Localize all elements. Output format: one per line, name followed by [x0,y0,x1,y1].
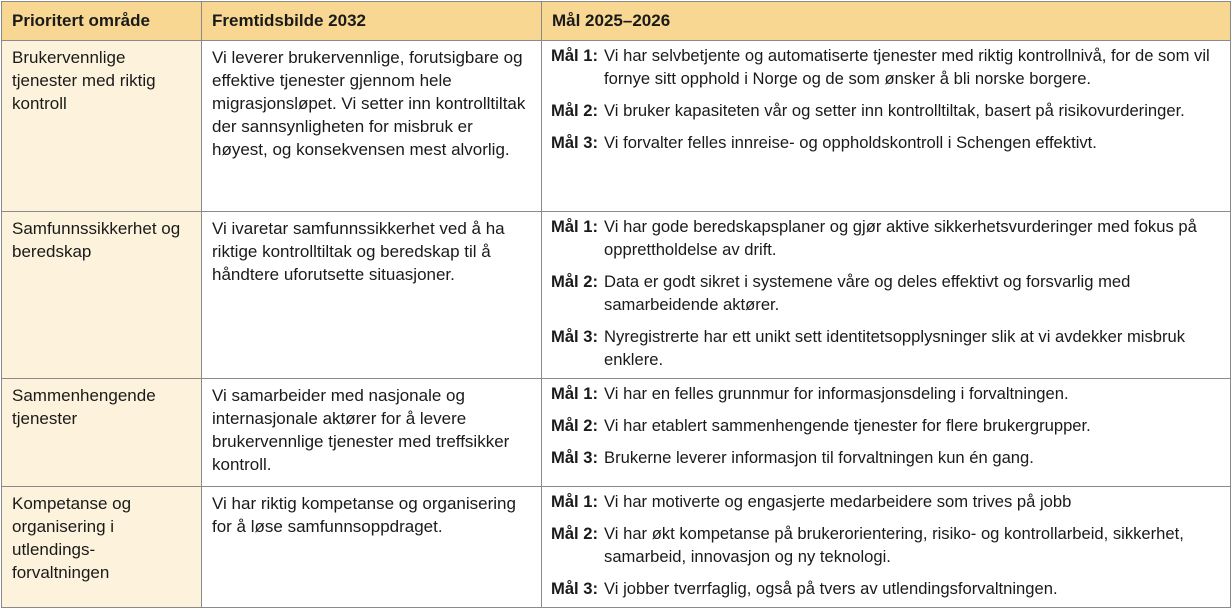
goal-text: Vi bruker kapasiteten vår og setter inn kontrolltiltak, basert på risikovurderinger. [604,101,1185,120]
goal-text: Brukerne leverer informasjon til forvaltningen kun én gang. [604,448,1034,467]
header-goals: Mål 2025–2026 [542,2,1231,41]
goal-item [551,382,1222,405]
area-cell: Brukervennlige tjenester med riktig kontroll [2,41,202,212]
header-area: Prioritert område [2,2,202,41]
goal-label: Mål 3: [551,133,599,152]
goal-label: Mål 3: [551,579,599,598]
area-cell: Kompetanse og organisering i utlendings-forvaltningen [2,487,202,608]
goal-label: Mål 2: [551,101,599,120]
goal-item [551,131,1222,154]
goal-text: Vi har motiverte og engasjerte medarbeidere som trives på jobb [604,492,1072,511]
goal-label: Mål 3: [551,448,599,467]
goal-label: Mål 1: [551,217,599,236]
area-cell: Samfunnssikkerhet og beredskap [2,212,202,379]
goal-item [551,490,1222,513]
vision-cell: Vi samarbeider med nasjonale og internasjonale aktører for å levere brukervennlige tjenester med treffsikker kontroll. [202,379,542,487]
priority-goals-table [1,1,1231,608]
vision-cell: Vi har riktig kompetanse og organisering for å løse samfunnsoppdraget. [202,487,542,608]
goal-text: Vi jobber tverrfaglig, også på tvers av utlendingsforvaltningen. [604,579,1058,598]
goal-item [551,414,1222,437]
goal-item [551,270,1222,316]
goals-cell [542,379,1231,487]
goal-text: Vi har økt kompetanse på brukerorientering, risiko- og kontrollarbeid, sikkerhet, samarbeid, innovasjon og ny teknologi. [604,524,1184,566]
area-cell: Sammenhengende tjenester [2,379,202,487]
header-row [2,2,1231,41]
goal-item [551,44,1222,90]
goal-text: Vi har en felles grunnmur for informasjonsdeling i forvaltningen. [604,384,1069,403]
vision-cell: Vi leverer brukervennlige, forutsigbare og effektive tjenester gjennom hele migrasjonsløpet. Vi setter inn kontrolltiltak der sannsynligheten for misbruk er høyest, og konsekvensen mest alvorlig. [202,41,542,212]
goal-label: Mål 2: [551,416,599,435]
goal-label: Mål 3: [551,327,599,346]
goal-item [551,522,1222,568]
goal-label: Mål 1: [551,492,599,511]
goal-text: Nyregistrerte har ett unikt sett identitetsopplysninger slik at vi avdekker misbruk enklere. [604,327,1186,369]
goal-text: Vi har selvbetjente og automatiserte tjenester med riktig kontrollnivå, for de som vil fornye sitt opphold i Norge og de som ønsker å bli norske borgere. [604,46,1210,88]
goal-item [551,325,1222,371]
goal-label: Mål 2: [551,272,599,291]
table-row [2,212,1231,379]
goal-item [551,446,1222,469]
goal-label: Mål 1: [551,384,599,403]
vision-cell: Vi ivaretar samfunnssikkerhet ved å ha riktige kontrolltiltak og beredskap til å håndtere uforutsette situasjoner. [202,212,542,379]
goals-cell [542,212,1231,379]
goals-cell [542,41,1231,212]
goal-item [551,577,1222,600]
table-row [2,379,1231,487]
goal-label: Mål 2: [551,524,599,543]
goal-text: Vi har etablert sammenhengende tjenester for flere brukergrupper. [604,416,1091,435]
goal-text: Data er godt sikret i systemene våre og deles effektivt og forsvarlig med samarbeidende aktører. [604,272,1131,314]
goal-text: Vi forvalter felles innreise- og oppholdskontroll i Schengen effektivt. [604,133,1097,152]
goal-item [551,215,1222,261]
goals-cell [542,487,1231,608]
header-vision: Fremtidsbilde 2032 [202,2,542,41]
table-row [2,487,1231,608]
table-row [2,41,1231,212]
goal-text: Vi har gode beredskapsplaner og gjør aktive sikkerhetsvurderinger med fokus på opprettholdelse av drift. [604,217,1197,259]
goal-item [551,99,1222,122]
goal-label: Mål 1: [551,46,599,65]
